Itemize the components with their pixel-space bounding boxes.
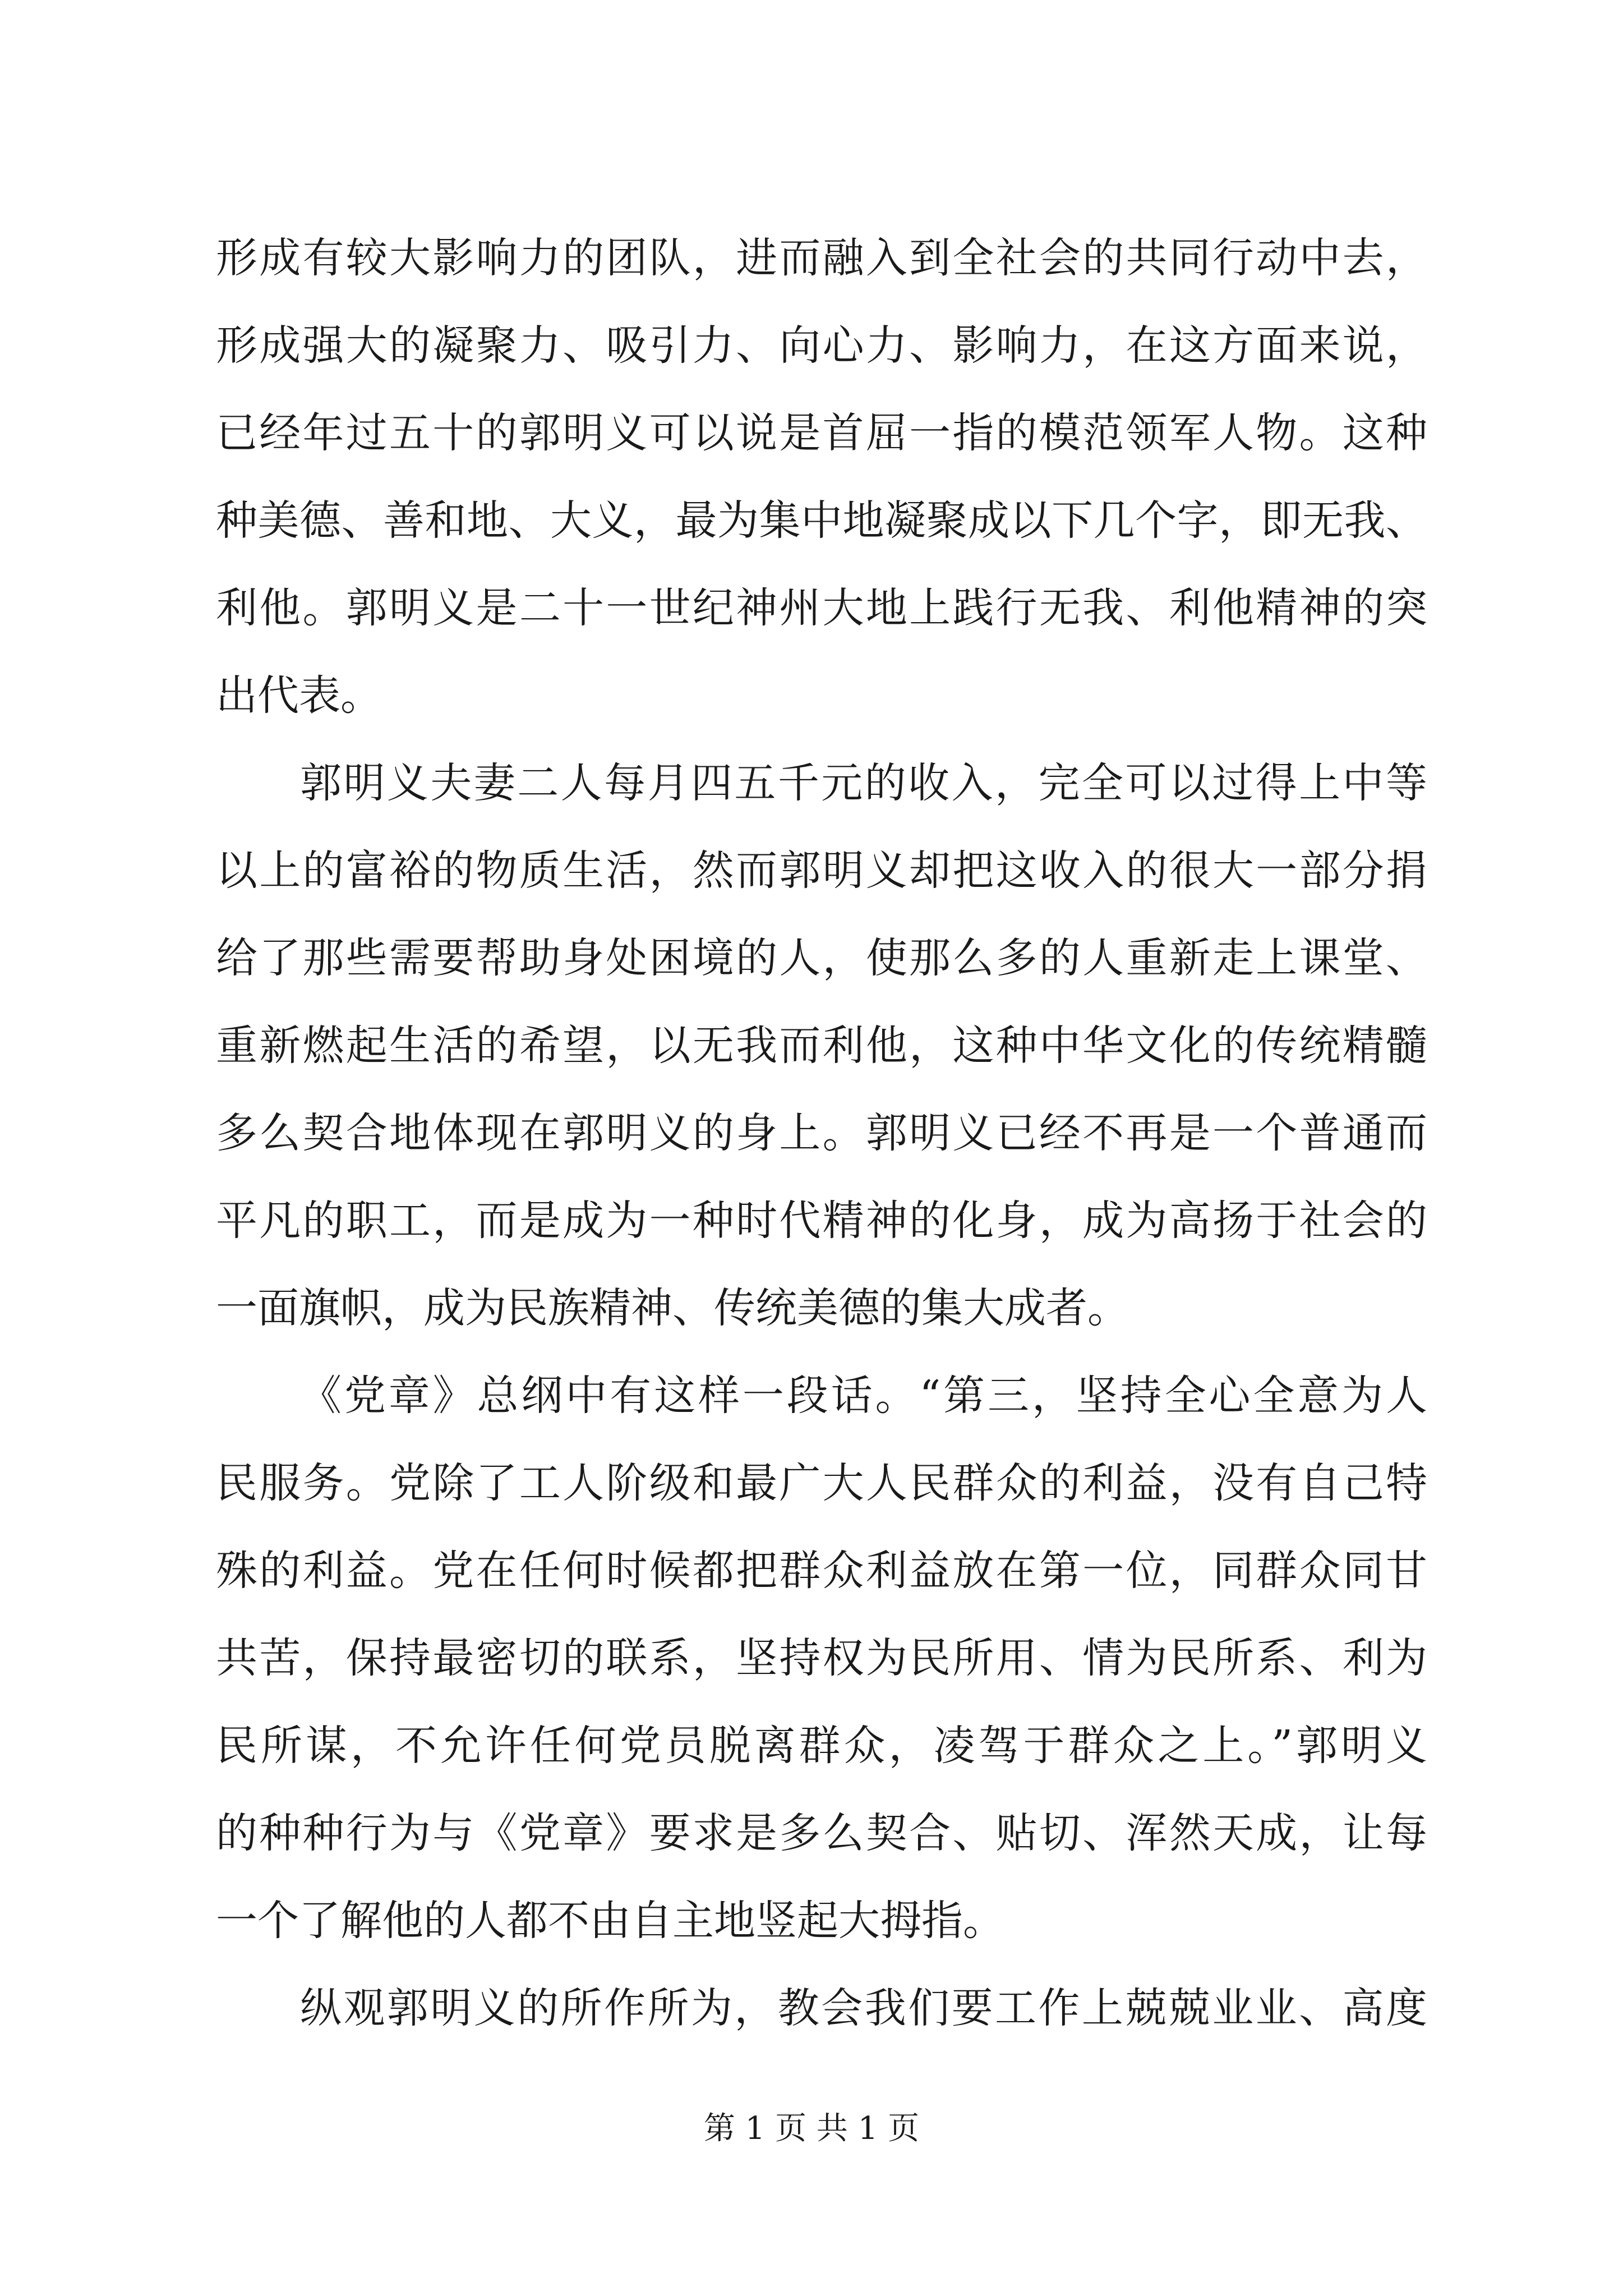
text-line: 殊的利益。党在任何时候都把群众利益放在第一位，同群众同甘 xyxy=(216,1547,1427,1595)
text-line: 一个了解他的人都不由自主地竖起大拇指。 xyxy=(216,1897,1004,1945)
text-line: 平凡的职工，而是成为一种时代精神的化身，成为高扬于社会的 xyxy=(216,1197,1427,1245)
text-line: 重新燃起生活的希望，以无我而利他，这种中华文化的传统精髓 xyxy=(216,1022,1427,1070)
text-line: 形成有较大影响力的团队，进而融入到全社会的共同行动中去， xyxy=(216,234,1427,282)
paragraph-first-line: 《党章》总纲中有这样一段话。“第三，坚持全心全意为人 xyxy=(300,1372,1427,1420)
text-line: 一面旗帜，成为民族精神、传统美德的集大成者。 xyxy=(216,1284,1129,1332)
text-line: 民服务。党除了工人阶级和最广大人民群众的利益，没有自己特 xyxy=(216,1459,1427,1507)
text-line: 共苦，保持最密切的联系，坚持权为民所用、情为民所系、利为 xyxy=(216,1634,1427,1682)
paragraph-first-line: 郭明义夫妻二人每月四五千元的收入，完全可以过得上中等 xyxy=(300,759,1427,807)
text-line: 已经年过五十的郭明义可以说是首屈一指的模范领军人物。这种 xyxy=(216,409,1427,457)
text-line: 的种种行为与《党章》要求是多么契合、贴切、浑然天成，让每 xyxy=(216,1809,1427,1857)
body-text xyxy=(216,214,1427,2052)
paragraph-first-line: 纵观郭明义的所作所为，教会我们要工作上兢兢业业、高度 xyxy=(300,1984,1427,2032)
text-line: 民所谋，不允许任何党员脱离群众，凌驾于群众之上。”郭明义 xyxy=(216,1722,1427,1770)
text-line: 以上的富裕的物质生活，然而郭明义却把这收入的很大一部分捐 xyxy=(216,846,1427,895)
text-line: 形成强大的凝聚力、吸引力、向心力、影响力，在这方面来说， xyxy=(216,321,1427,370)
text-line: 给了那些需要帮助身处困境的人，使那么多的人重新走上课堂、 xyxy=(216,934,1427,982)
text-line: 出代表。 xyxy=(216,671,382,720)
page-footer xyxy=(0,2106,1623,2151)
text-line: 利他。郭明义是二十一世纪神州大地上践行无我、利他精神的突 xyxy=(216,584,1427,632)
text-line: 种美德、善和地、大义，最为集中地凝聚成以下几个字，即无我、 xyxy=(216,496,1427,545)
page-number: 第 1 页 共 1 页 xyxy=(703,2110,920,2147)
text-line: 多么契合地体现在郭明义的身上。郭明义已经不再是一个普通而 xyxy=(216,1109,1427,1157)
